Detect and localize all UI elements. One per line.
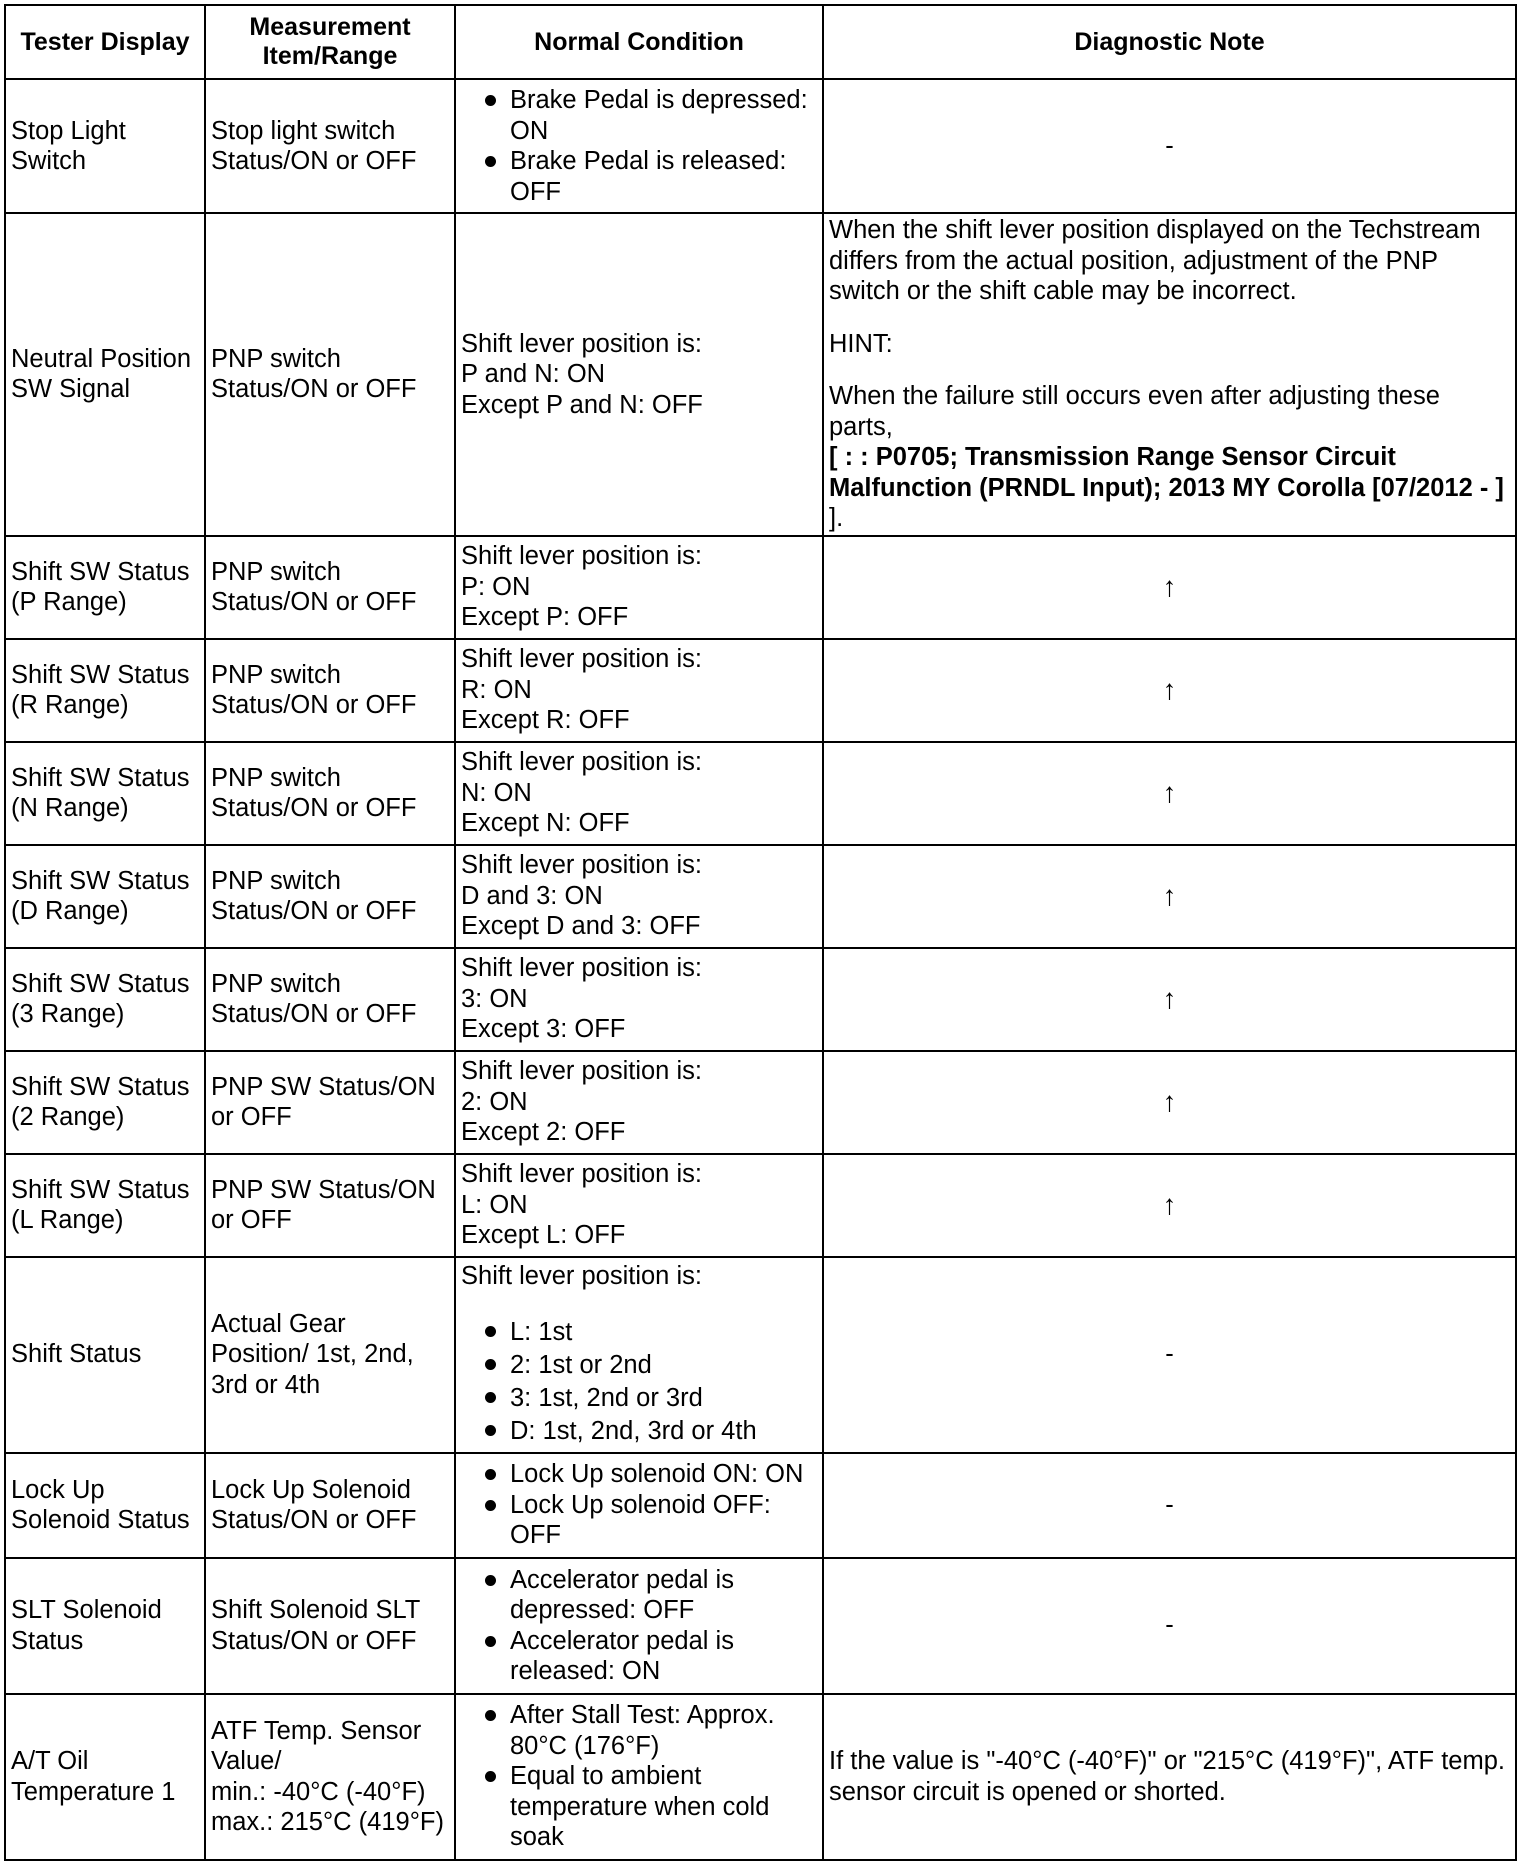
list-item: Brake Pedal is released: OFF <box>461 146 817 207</box>
condition-line: D and 3: ON <box>461 881 603 910</box>
condition-line: Except 2: OFF <box>461 1118 626 1147</box>
condition-line: Except D and 3: OFF <box>461 912 701 941</box>
diagnostic-note-cell: - <box>823 1453 1516 1558</box>
list-item: Accelerator pedal is released: ON <box>461 1626 817 1687</box>
condition-line: 3: ON <box>461 984 528 1013</box>
up-arrow-icon: ↑ <box>823 845 1516 948</box>
bullet-list <box>461 85 817 207</box>
condition-line: Except P: OFF <box>461 603 629 632</box>
normal-condition-cell <box>455 1453 823 1558</box>
normal-condition-cell <box>455 948 823 1051</box>
header-row <box>5 5 1516 79</box>
normal-condition-cell <box>455 1154 823 1257</box>
list-item: D: 1st, 2nd, 3rd or 4th <box>461 1415 817 1448</box>
condition-line: Except L: OFF <box>461 1221 626 1250</box>
up-arrow-icon: ↑ <box>823 639 1516 742</box>
condition-line: Shift lever position is: <box>461 1160 702 1189</box>
dtc-reference-link[interactable]: [ : : P0705; Transmission Range Sensor Circuit Malfunction (PRNDL Input); 2013 MY Corolla [07/2012 - ] <box>829 443 1504 502</box>
normal-condition-cell <box>455 1051 823 1154</box>
measurement-item-cell: PNP switch Status/ON or OFF <box>205 845 455 948</box>
header-tester-display: Tester Display <box>5 5 205 79</box>
item-line: min.: -40°C (-40°F) <box>211 1777 426 1806</box>
condition-line: Shift lever position is: <box>461 329 702 358</box>
measurement-item-cell <box>205 1694 455 1860</box>
normal-condition-cell <box>455 742 823 845</box>
list-item: Lock Up solenoid OFF: OFF <box>461 1490 817 1551</box>
condition-line: P and N: ON <box>461 360 606 388</box>
condition-line: Shift lever position is: <box>461 1057 702 1086</box>
table-row <box>5 845 1516 948</box>
diagnostic-note-cell <box>823 213 1516 536</box>
normal-condition-cell <box>455 1257 823 1453</box>
normal-condition-cell <box>455 639 823 742</box>
condition-line: N: ON <box>461 778 532 807</box>
measurement-item-cell: PNP switch Status/ON or OFF <box>205 213 455 536</box>
bullet-list <box>461 1316 817 1448</box>
normal-condition-cell <box>455 845 823 948</box>
header-diagnostic-note: Diagnostic Note <box>823 5 1516 79</box>
table-row <box>5 536 1516 639</box>
table-row <box>5 1558 1516 1694</box>
tester-display-cell: SLT Solenoid Status <box>5 1558 205 1694</box>
measurement-item-cell: PNP switch Status/ON or OFF <box>205 742 455 845</box>
tester-display-cell: Shift SW Status (R Range) <box>5 639 205 742</box>
note-paragraph: When the shift lever position displayed on the Techstream differs from the actual position, adjustment of the PNP switch or the shift cable may be incorrect. <box>829 216 1481 305</box>
up-arrow-icon: ↑ <box>823 536 1516 639</box>
bullet-list <box>461 1700 817 1853</box>
item-line: max.: 215°C (419°F) <box>211 1808 444 1836</box>
table-row <box>5 79 1516 213</box>
header-normal-condition: Normal Condition <box>455 5 823 79</box>
measurement-item-cell: Lock Up Solenoid Status/ON or OFF <box>205 1453 455 1558</box>
condition-line: Except P and N: OFF <box>461 390 703 419</box>
list-item: L: 1st <box>461 1316 817 1349</box>
bullet-list <box>461 1565 817 1687</box>
measurement-item-cell: PNP SW Status/ON or OFF <box>205 1051 455 1154</box>
table-row <box>5 1257 1516 1453</box>
tester-display-cell: Shift SW Status (N Range) <box>5 742 205 845</box>
tester-display-cell: Shift SW Status (3 Range) <box>5 948 205 1051</box>
table-row <box>5 742 1516 845</box>
diagnostic-note-cell: - <box>823 1558 1516 1694</box>
note-end: ]. <box>829 504 844 532</box>
tester-display-cell: Shift SW Status (D Range) <box>5 845 205 948</box>
condition-line: L: ON <box>461 1190 528 1219</box>
condition-line: Except N: OFF <box>461 809 630 838</box>
up-arrow-icon: ↑ <box>823 742 1516 845</box>
table-row <box>5 639 1516 742</box>
condition-line: Shift lever position is: <box>461 645 702 674</box>
condition-line: Shift lever position is: <box>461 1262 702 1291</box>
normal-condition-cell <box>455 1558 823 1694</box>
hint-label: HINT: <box>829 329 893 358</box>
list-item: Accelerator pedal is depressed: OFF <box>461 1565 817 1626</box>
tester-display-cell: Neutral Position SW Signal <box>5 213 205 536</box>
tester-display-cell: Shift SW Status (P Range) <box>5 536 205 639</box>
diagnostic-note-cell: - <box>823 1257 1516 1453</box>
tester-display-cell: Shift SW Status (2 Range) <box>5 1051 205 1154</box>
condition-line: Except R: OFF <box>461 706 630 735</box>
data-list-table <box>4 4 1517 1861</box>
up-arrow-icon: ↑ <box>823 948 1516 1051</box>
condition-line: 2: ON <box>461 1087 528 1116</box>
item-line: ATF Temp. Sensor Value/ <box>211 1716 422 1775</box>
bullet-list <box>461 1459 817 1551</box>
list-item: After Stall Test: Approx. 80°C (176°F) <box>461 1700 817 1761</box>
condition-line: R: ON <box>461 675 532 704</box>
list-item: 2: 1st or 2nd <box>461 1349 817 1382</box>
tester-display-cell: Lock Up Solenoid Status <box>5 1453 205 1558</box>
list-item: Brake Pedal is depressed: ON <box>461 85 817 146</box>
condition-line: Shift lever position is: <box>461 748 702 777</box>
condition-line: P: ON <box>461 572 531 601</box>
table-row <box>5 1154 1516 1257</box>
condition-line: Shift lever position is: <box>461 851 702 880</box>
condition-line: Shift lever position is: <box>461 542 702 571</box>
measurement-item-cell: Shift Solenoid SLT Status/ON or OFF <box>205 1558 455 1694</box>
up-arrow-icon: ↑ <box>823 1154 1516 1257</box>
table-row <box>5 948 1516 1051</box>
table-row <box>5 1453 1516 1558</box>
note-paragraph: When the failure still occurs even after adjusting these parts, <box>829 382 1440 441</box>
table-row <box>5 1051 1516 1154</box>
condition-line: Except 3: OFF <box>461 1015 626 1044</box>
measurement-item-cell: Actual Gear Position/ 1st, 2nd, 3rd or 4th <box>205 1257 455 1453</box>
up-arrow-icon: ↑ <box>823 1051 1516 1154</box>
header-measurement-item: Measurement Item/Range <box>205 5 455 79</box>
list-item: Equal to ambient temperature when cold soak <box>461 1761 817 1853</box>
measurement-item-cell: PNP SW Status/ON or OFF <box>205 1154 455 1257</box>
tester-display-cell: Shift Status <box>5 1257 205 1453</box>
measurement-item-cell: Stop light switch Status/ON or OFF <box>205 79 455 213</box>
measurement-item-cell: PNP switch Status/ON or OFF <box>205 639 455 742</box>
tester-display-cell: Shift SW Status (L Range) <box>5 1154 205 1257</box>
normal-condition-cell <box>455 213 823 536</box>
table-row <box>5 1694 1516 1860</box>
measurement-item-cell: PNP switch Status/ON or OFF <box>205 536 455 639</box>
normal-condition-cell <box>455 536 823 639</box>
list-item: 3: 1st, 2nd or 3rd <box>461 1382 817 1415</box>
tester-display-cell: A/T Oil Temperature 1 <box>5 1694 205 1860</box>
table-row <box>5 213 1516 536</box>
normal-condition-cell <box>455 1694 823 1860</box>
measurement-item-cell: PNP switch Status/ON or OFF <box>205 948 455 1051</box>
tester-display-cell: Stop Light Switch <box>5 79 205 213</box>
list-item: Lock Up solenoid ON: ON <box>461 1459 817 1490</box>
diagnostic-note-cell: - <box>823 79 1516 213</box>
condition-line: Shift lever position is: <box>461 954 702 983</box>
diagnostic-note-cell: If the value is "-40°C (-40°F)" or "215°C (419°F)", ATF temp. sensor circuit is opened or shorted. <box>823 1694 1516 1860</box>
normal-condition-cell <box>455 79 823 213</box>
